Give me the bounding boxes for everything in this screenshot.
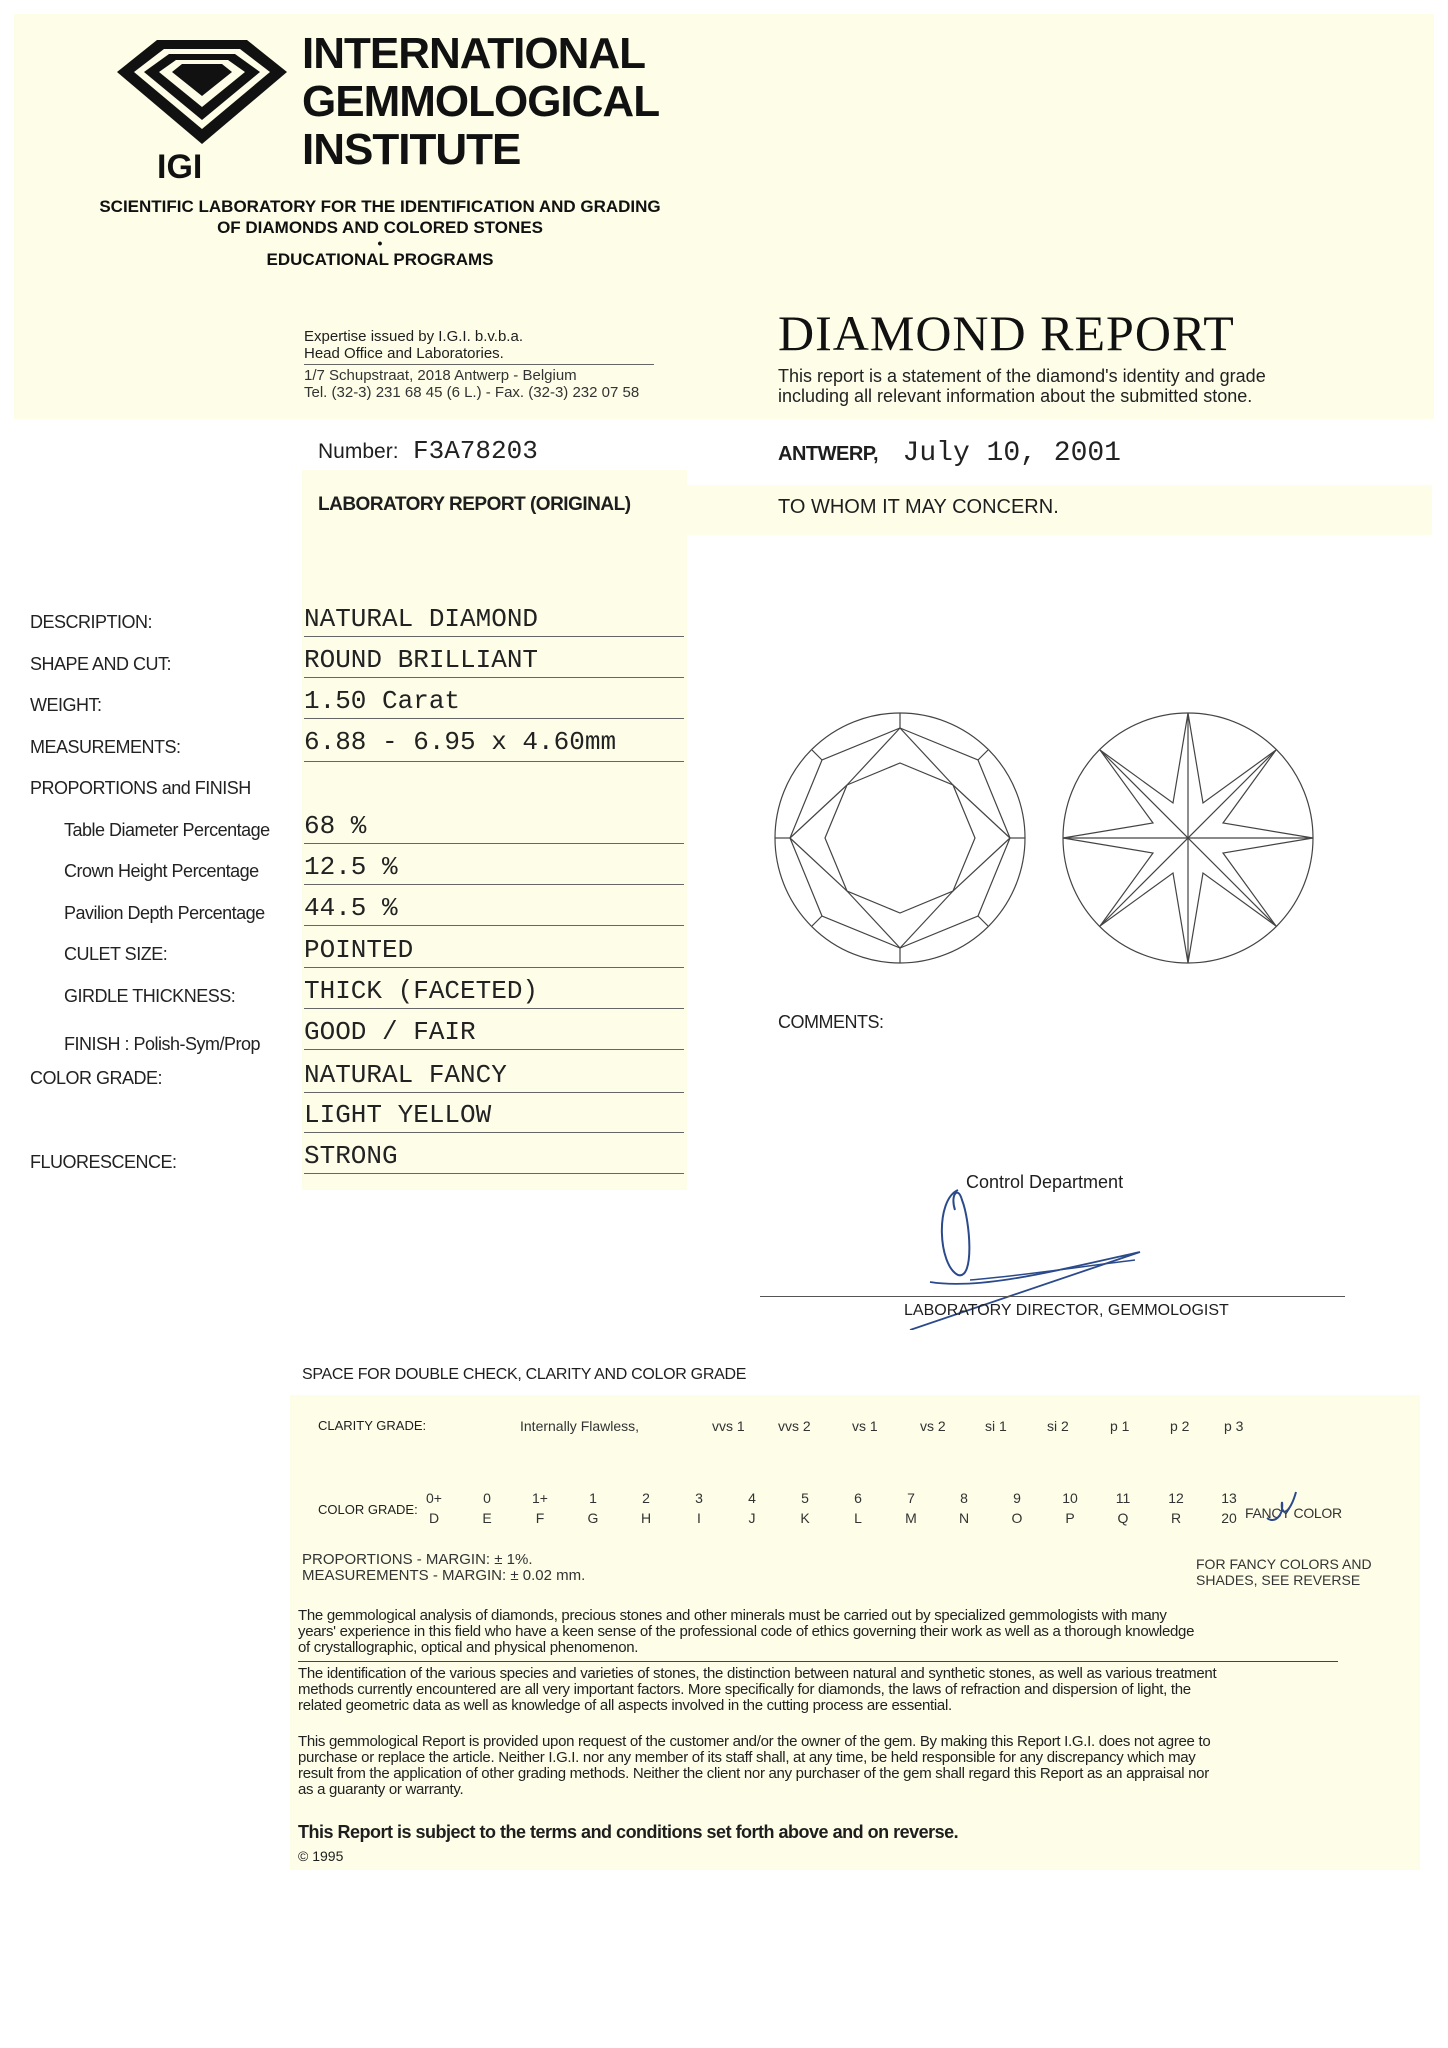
report-number [318,436,538,466]
paragraph-2 [298,1666,1398,1714]
field-value-crown: 12.5 % [304,852,684,885]
field-label-table: Table Diameter Percentage [64,820,270,840]
margins-block [302,1552,585,1584]
paragraph-1-line-2: years' experience in this field who have a keen sense of the professional code of ethics governing their work as well as a thorough knowledge [298,1623,1195,1640]
color-grade-number: 1+ [532,1490,548,1506]
paragraph-3-line-1: This gemmological Report is provided upon request of the customer and/or the owner of the gem. By making this Report I.G.I. does not agree to [298,1733,1211,1750]
field-value-color-2: LIGHT YELLOW [304,1100,684,1133]
subtitle-line-3: EDUCATIONAL PROGRAMS [266,250,494,269]
color-grade-number: 13 [1221,1490,1237,1506]
color-grade-letter: N [958,1510,970,1526]
field-label-fluorescence: FLUORESCENCE: [30,1152,177,1172]
clarity-grade-label: CLARITY GRADE: [318,1418,427,1433]
fancy-note [1196,1556,1372,1588]
field-value-pavilion: 44.5 % [304,893,684,926]
color-grade-number: 7 [907,1490,915,1506]
color-grade-number: 4 [748,1490,756,1506]
field-value-culet: POINTED [304,935,684,968]
color-grade-letter: M [905,1510,917,1526]
clarity-p2: p 2 [1170,1418,1190,1434]
paragraph-2-line-1: The identification of the various species and varieties of stones, the distinction between natural and synthetic stones, as well as various treatment [298,1665,1217,1682]
clarity-if: Internally Flawless, [520,1418,640,1434]
color-grade-letter: H [640,1510,652,1526]
field-label-description: DESCRIPTION: [30,612,153,632]
report-title: DIAMOND REPORT [778,305,1235,361]
field-label-culet: CULET SIZE: [64,944,168,964]
institute-name-line-1: INTERNATIONAL [302,29,646,78]
color-grade-letter: L [854,1510,862,1526]
field-value-weight: 1.50 Carat [304,686,684,719]
color-grade-number: 1 [589,1490,597,1506]
field-label-finish: FINISH : Polish-Sym/Prop [64,1034,261,1054]
color-grade-number: 12 [1168,1490,1184,1506]
color-grade-letter: E [482,1510,492,1526]
field-value-girdle: THICK (FACETED) [304,976,684,1009]
field-label-crown: Crown Height Percentage [64,861,259,881]
number-label: Number: [318,440,399,463]
comments-label: COMMENTS: [778,1012,884,1032]
clarity-p3: p 3 [1224,1418,1244,1434]
diamond-crown-diagram [770,708,1030,968]
signature-line [760,1296,1345,1297]
paragraph-3-line-2: purchase or replace the article. Neither I.G.I. nor any member of its staff shall, at any time, be held responsible for any discrepancy which may [298,1749,1196,1766]
report-description-line-1: This report is a statement of the diamond's identity and grade [778,366,1266,386]
date-value: July 10, 2001 [902,438,1121,469]
field-value-color: NATURAL FANCY [304,1060,684,1093]
color-grade-number: 0 [483,1490,491,1506]
clarity-vvs2: vvs 2 [778,1418,811,1434]
color-grade-number: 9 [1013,1490,1021,1506]
report-description [778,366,1266,406]
clarity-vvs1: vvs 1 [712,1418,745,1434]
institute-name-line-2: GEMMOLOGICAL [302,77,660,126]
color-grade-number: 3 [695,1490,703,1506]
paragraph-3-line-3: result from the application of other grading methods. Neither the client nor any purchaser of the gem shall regard this Report as an appraisal nor [298,1765,1209,1782]
clarity-si2: si 2 [1047,1418,1069,1434]
clarity-p1: p 1 [1110,1418,1130,1434]
color-grade-number: 11 [1115,1490,1131,1506]
color-grade-number: 2 [642,1490,650,1506]
measurements-margin: MEASUREMENTS - MARGIN: ± 0.02 mm. [302,1567,586,1584]
color-grade-letter: O [1011,1510,1023,1526]
clarity-vs2: vs 2 [920,1418,946,1434]
color-grade-letter: P [1065,1510,1075,1526]
control-department-label: Control Department [966,1172,1124,1192]
color-grade-letter: Q [1117,1510,1129,1526]
subtitle-line-2: OF DIAMONDS AND COLORED STONES [217,218,543,237]
color-grade-number: 8 [960,1490,968,1506]
field-label-color: COLOR GRADE: [30,1068,163,1088]
institute-name [302,30,659,174]
clarity-si1: si 1 [985,1418,1007,1434]
color-grade-letter: F [535,1510,545,1526]
field-label-measurements: MEASUREMENTS: [30,737,181,757]
double-check-label: SPACE FOR DOUBLE CHECK, CLARITY AND COLOR GRADE [302,1366,747,1383]
field-label-shape: SHAPE AND CUT: [30,654,172,674]
color-grade-letter: R [1170,1510,1182,1526]
field-value-shape: ROUND BRILLIANT [304,645,684,678]
clarity-vs1: vs 1 [852,1418,878,1434]
fancy-note-line-1: FOR FANCY COLORS AND [1196,1556,1372,1572]
city-label: ANTWERP, [778,443,879,465]
institute-subtitle [60,196,700,272]
field-label-girdle: GIRDLE THICKNESS: [64,986,236,1006]
proportions-margin: PROPORTIONS - MARGIN: ± 1%. [302,1551,533,1568]
lab-report-label: LABORATORY REPORT (ORIGINAL) [318,494,631,515]
color-grade-number: 10 [1062,1490,1078,1506]
color-grade-label: COLOR GRADE: [318,1502,418,1517]
color-grade-letter: D [428,1510,440,1526]
color-grade-letter: K [800,1510,810,1526]
expertise-line-4: Tel. (32-3) 231 68 45 (6 L.) - Fax. (32-3) 232 07 58 [304,384,640,401]
color-grade-letter: 20 [1221,1510,1237,1526]
paragraph-divider [298,1661,1338,1662]
igi-diamond-logo-icon [112,32,292,182]
logo-letters: IGI [157,148,203,182]
fancy-color-checkmark [1262,1488,1302,1528]
field-label-proportions: PROPORTIONS and FINISH [30,778,251,798]
color-grade-number: 5 [801,1490,809,1506]
fancy-note-line-2: SHADES, SEE REVERSE [1196,1572,1361,1588]
diamond-pavilion-diagram [1058,708,1318,968]
color-grade-scale [414,1490,1254,1530]
copyright: © 1995 [298,1848,344,1864]
subtitle-bullet: • [377,235,383,251]
paragraph-1-line-3: of crystallographic, optical and physical phenomenon. [298,1639,639,1656]
expertise-line-3: 1/7 Schupstraat, 2018 Antwerp - Belgium [304,367,577,384]
terms-statement: This Report is subject to the terms and conditions set forth above and on reverse. [298,1822,959,1842]
paragraph-2-line-3: related geometric data as well as knowledge of all aspects involved in the cutting process are essential. [298,1697,952,1714]
expertise-line-2: Head Office and Laboratories. [304,345,654,365]
paragraph-2-line-2: methods currently encountered are all very important factors. More specifically for diamonds, the laws of refraction and dispersion of light, the [298,1681,1191,1698]
fancy-color-label: FANCY COLOR [1245,1505,1342,1521]
color-grade-number: 6 [854,1490,862,1506]
color-grade-letter: I [697,1510,701,1526]
color-grade-letter: J [748,1510,756,1526]
report-date [778,438,1121,469]
paragraph-3 [298,1734,1398,1798]
to-whom-label: TO WHOM IT MAY CONCERN. [778,496,1059,518]
field-label-pavilion: Pavilion Depth Percentage [64,903,265,923]
field-label-weight: WEIGHT: [30,695,102,715]
field-value-description: NATURAL DIAMOND [304,604,684,637]
color-grade-number: 0+ [426,1490,442,1506]
paragraph-3-line-4: as a guaranty or warranty. [298,1781,464,1798]
director-label: LABORATORY DIRECTOR, GEMMOLOGIST [904,1302,1229,1319]
field-value-finish: GOOD / FAIR [304,1017,684,1050]
paragraph-1-line-1: The gemmological analysis of diamonds, precious stones and other minerals must be carried out by specialized gemmologists with many [298,1607,1167,1624]
expertise-block [304,328,654,401]
color-grade-letter: G [587,1510,599,1526]
field-value-fluorescence: STRONG [304,1141,684,1174]
field-value-table: 68 % [304,811,684,844]
subtitle-line-1: SCIENTIFIC LABORATORY FOR THE IDENTIFICATION AND GRADING [99,197,661,216]
field-value-measurements: 6.88 - 6.95 x 4.60mm [304,727,684,762]
expertise-line-1: Expertise issued by I.G.I. b.v.b.a. [304,328,523,345]
paragraph-1 [298,1608,1398,1656]
institute-name-line-3: INSTITUTE [302,125,521,174]
number-value: F3A78203 [412,436,538,466]
report-description-line-2: including all relevant information about the submitted stone. [778,386,1253,406]
